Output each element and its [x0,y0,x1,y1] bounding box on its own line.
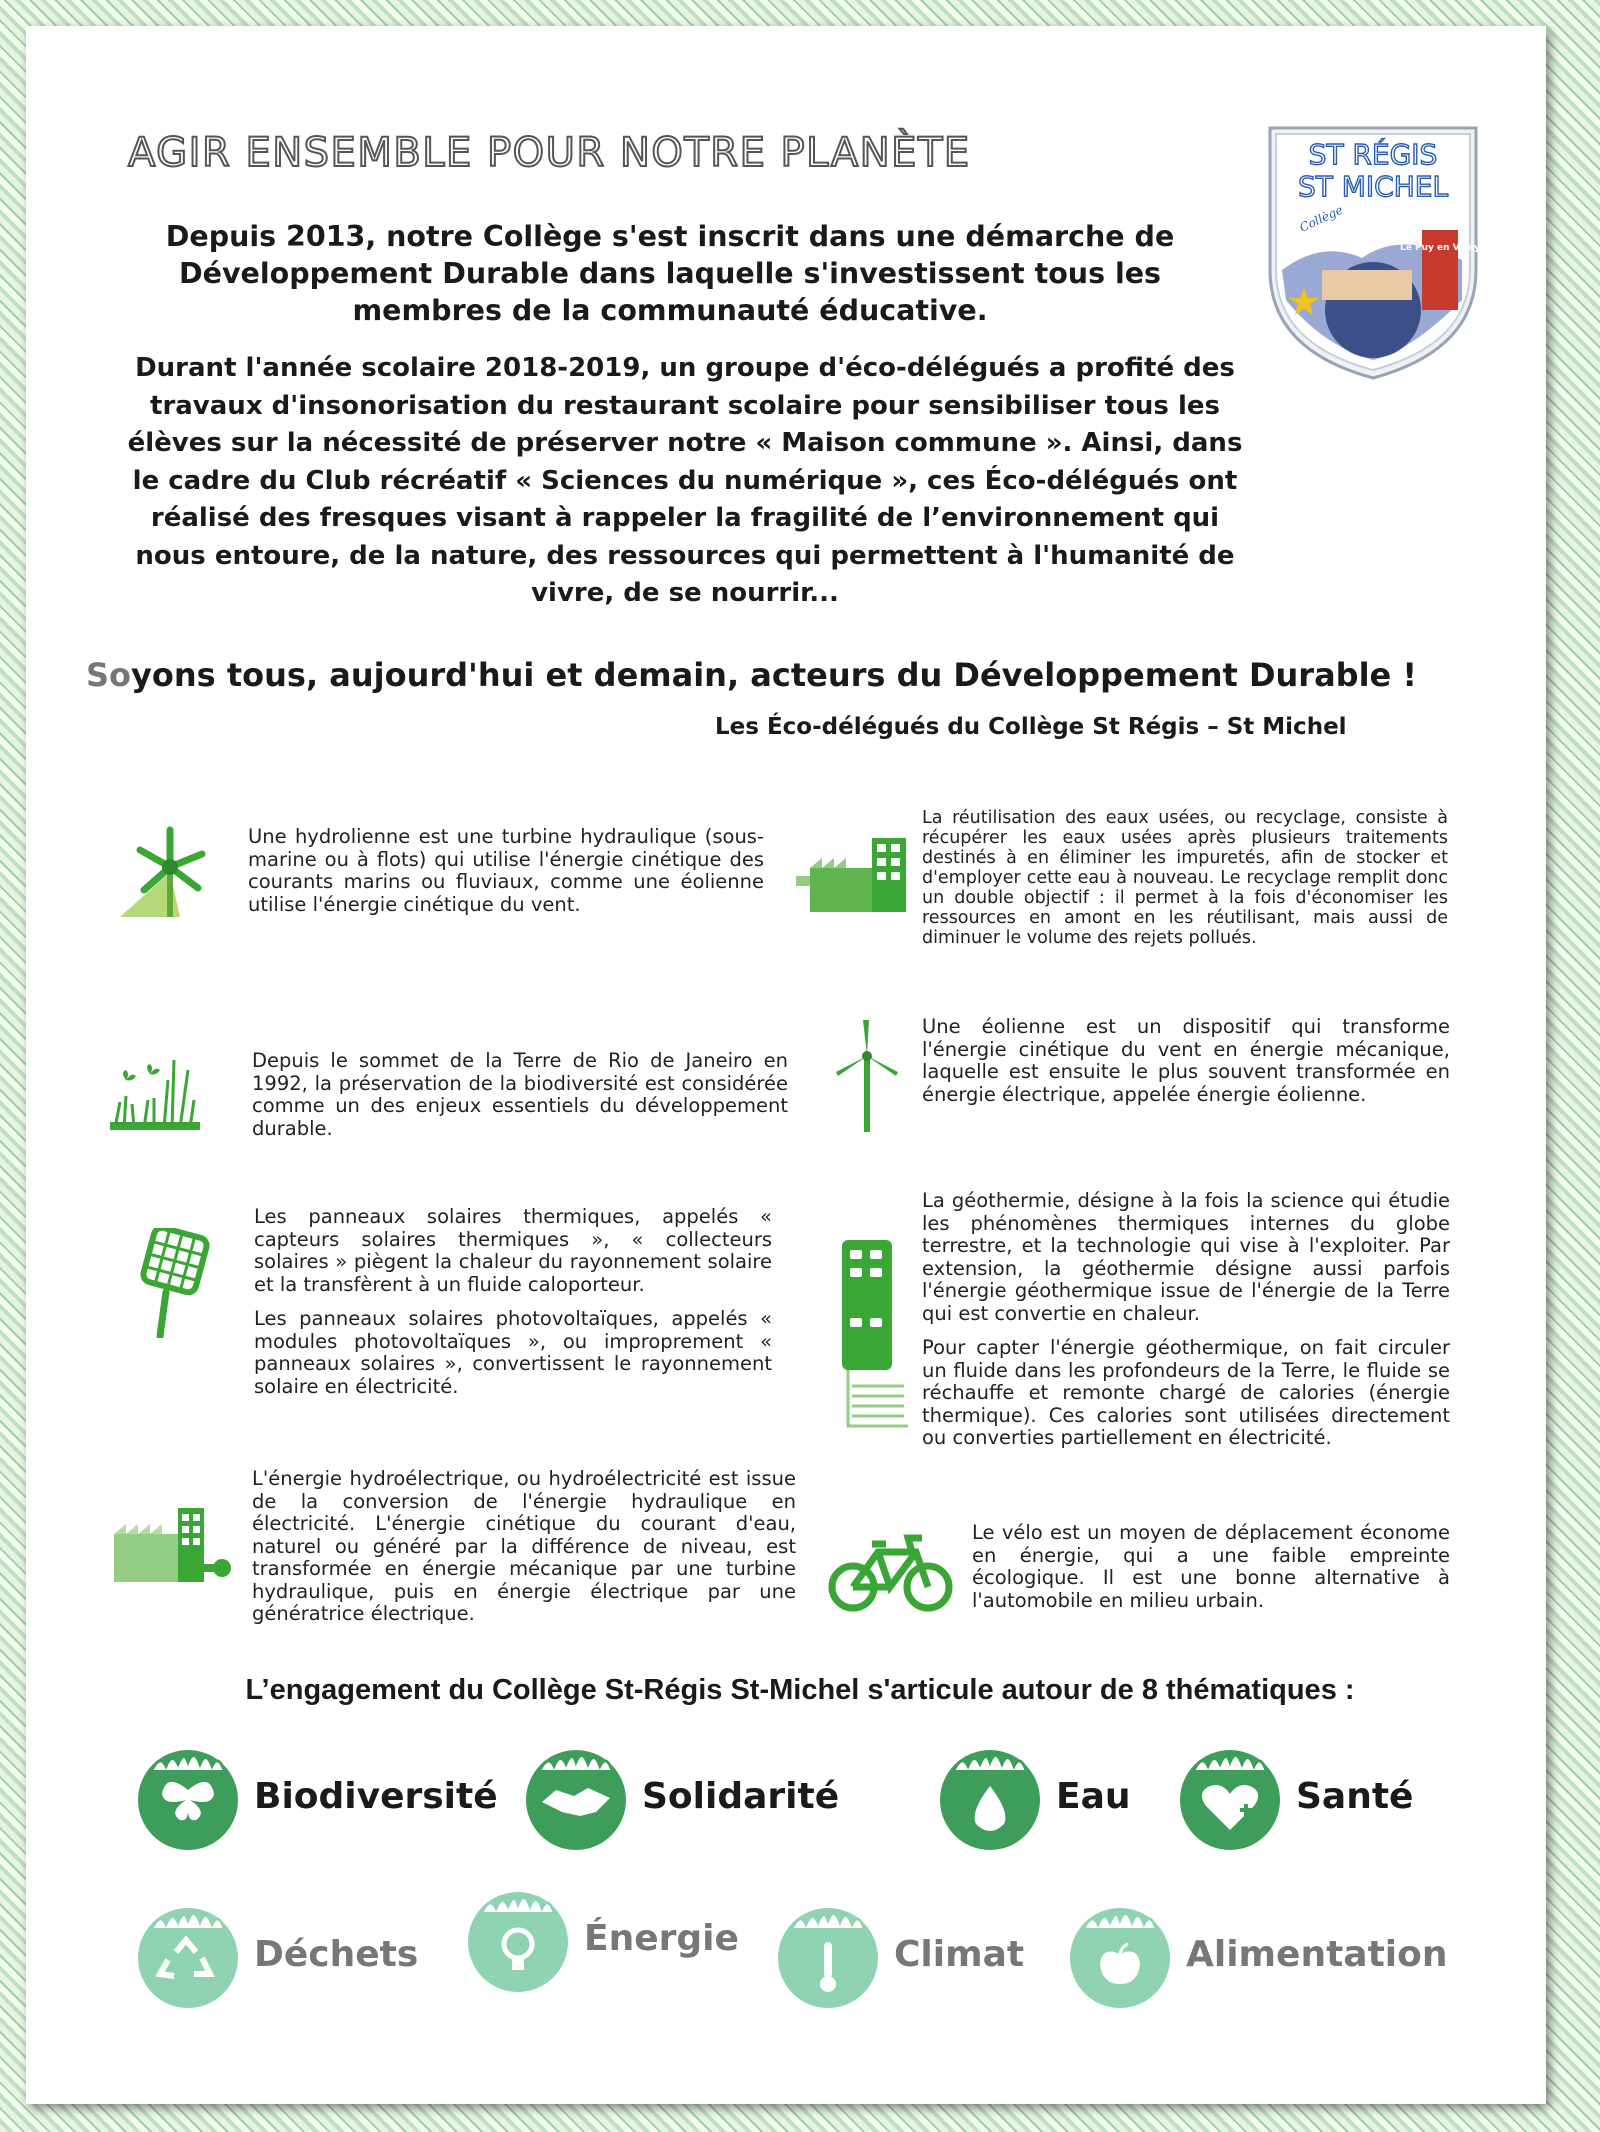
engagement-title: L’engagement du Collège St-Régis St-Michel s'articule autour de 8 thématiques : [245,1674,1355,1706]
solar-text: Les panneaux solaires thermiques, appelés « capteurs solaires thermiques », « collecteurs solaires » piègent la chaleur du rayonnement solaire et la transfèrent à un fluide caloporteur. Les panneaux solaires photovoltaïques, appelés « modules photovoltaïques », ou improprement « panneaux solaires », convertissent le rayonnement solaire en électricité. [254,1205,772,1398]
svg-text:ST MICHEL: ST MICHEL [1297,170,1449,203]
slogan [86,656,1476,694]
biodiversity-text: Depuis le sommet de la Terre de Rio de Janeiro en 1992, la préservation de la biodiversité est considérée comme un des enjeux essentiels du développement durable. [252,1049,788,1140]
water-drop-icon [934,1740,1046,1852]
thermometer-icon [772,1898,884,2010]
signature: Les Éco-délégués du Collège St Régis – St Michel [715,714,1347,740]
theme-label: Eau [1056,1775,1131,1817]
theme-sante [1174,1740,1413,1852]
theme-label: Biodiversité [254,1775,498,1817]
theme-eau [934,1740,1131,1852]
theme-label: Alimentation [1186,1933,1448,1975]
intro-paragraph-1: Depuis 2013, notre Collège s'est inscrit dans une démarche de Développement Durable dans laquelle s'investissent tous les membres de la communauté éducative. [165,220,1175,327]
theme-energie [462,1882,739,1994]
theme-label: Énergie [584,1917,739,1959]
theme-dechets [132,1898,418,2010]
svg-text:Le Puy en Velay: Le Puy en Velay [1400,243,1480,253]
slogan-first: So [86,656,132,694]
wind-turbine-text: Une éolienne est un dispositif qui transforme l'énergie cinétique du vent en énergie mécanique, laquelle est ensuite le plus souvent transformée en énergie électrique, appelée énergie éolienne. [922,1015,1450,1106]
geothermal-icon [838,1236,912,1432]
theme-alimentation [1064,1898,1448,2010]
theme-label: Déchets [254,1933,419,1975]
water-recycling-plant-icon [796,838,910,914]
apple-icon [1064,1898,1176,2010]
handshake-icon [520,1740,632,1852]
geothermal-text: La géothermie, désigne à la fois la science qui étudie les phénomènes thermiques internes du globe terrestre, et la technologie qui vise à l'exploiter. Par extension, la géothermie désigne aussi parfois l'énergie géothermique issue de l'énergie de la Terre qui est convertie en chaleur. Pour capter l'énergie géothermique, on fait circuler un fluide dans les profondeurs de la Terre, le fluide se réchauffe et remonte chargé de calories (énergie thermique). Ces calories sont utilisées directement ou converties partiellement en électricité. [922,1189,1450,1449]
solar-panel-icon [140,1228,210,1338]
theme-solidarite [520,1740,839,1852]
theme-label: Climat [894,1933,1025,1975]
wastewater-text: La réutilisation des eaux usées, ou recyclage, consiste à récupérer les eaux usées après plusieurs traitements destinés à en éliminer les impuretés, afin de stocker et d'employer cette eau à nouveau. Le recyclage remplit donc un double objectif : il permet à la fois d'économiser les ressources en amont en les réutilisant, mais aussi de diminuer le volume des rejets pollués. [922,808,1448,948]
slogan-rest: yons tous, aujourd'hui et demain, acteurs du Développement Durable ! [131,656,1417,694]
bicycle-icon [828,1532,954,1614]
bicycle-text: Le vélo est un moyen de déplacement économe en énergie, qui a une faible empreinte écologique. Il est une bonne alternative à l'automobile en milieu urbain. [972,1521,1450,1612]
theme-climat [772,1898,1024,2010]
theme-label: Santé [1296,1775,1414,1817]
theme-label: Solidarité [642,1775,840,1817]
theme-biodiversite [132,1740,498,1852]
hydrolienne-text: Une hydrolienne est une turbine hydraulique (sous-marine ou à flots) qui utilise l'énergie cinétique des courants marins ou fluviaux, comme une éolienne utilise l'énergie cinétique du vent. [248,825,764,916]
wind-turbine-icon [834,1016,900,1134]
hydroelectric-text: L'énergie hydroélectrique, ou hydroélectricité est issue de la conversion de l'énergie hydraulique en électricité. L'énergie cinétique du courant d'eau, naturel ou généré par la différence de niveau, est transformée en énergie mécanique par une turbine hydraulique, puis en énergie électrique par une génératrice électrique. [252,1467,796,1625]
heart-plus-icon [1174,1740,1286,1852]
intro-paragraph-2: Durant l'année scolaire 2018-2019, un groupe d'éco-délégués a profité des travaux d'insonorisation du restaurant scolaire pour sensibiliser tous les élèves sur la nécessité de préserver notre « Maison commune ». Ainsi, dans le cadre du Club récréatif « Sciences du numérique », ces Éco-délégués ont réalisé des fresques visant à rappeler la fragilité de l’environnement qui nous entoure, de la nature, des ressources qui permettent à l'humanité de vivre, de se nourrir... [127,353,1243,608]
tidal-turbine-icon [110,822,230,922]
page-title: AGIR ENSEMBLE POUR NOTRE PLANÈTE [128,130,971,176]
butterfly-icon [132,1740,244,1852]
school-crest-logo [1262,120,1484,384]
svg-text:Collège: Collège [1297,202,1345,235]
hydroelectric-plant-icon [110,1504,234,1584]
grass-butterflies-icon [110,1040,200,1130]
svg-text:ST RÉGIS: ST RÉGIS [1308,138,1438,171]
recycle-icon [132,1898,244,2010]
lightbulb-icon [462,1882,574,1994]
